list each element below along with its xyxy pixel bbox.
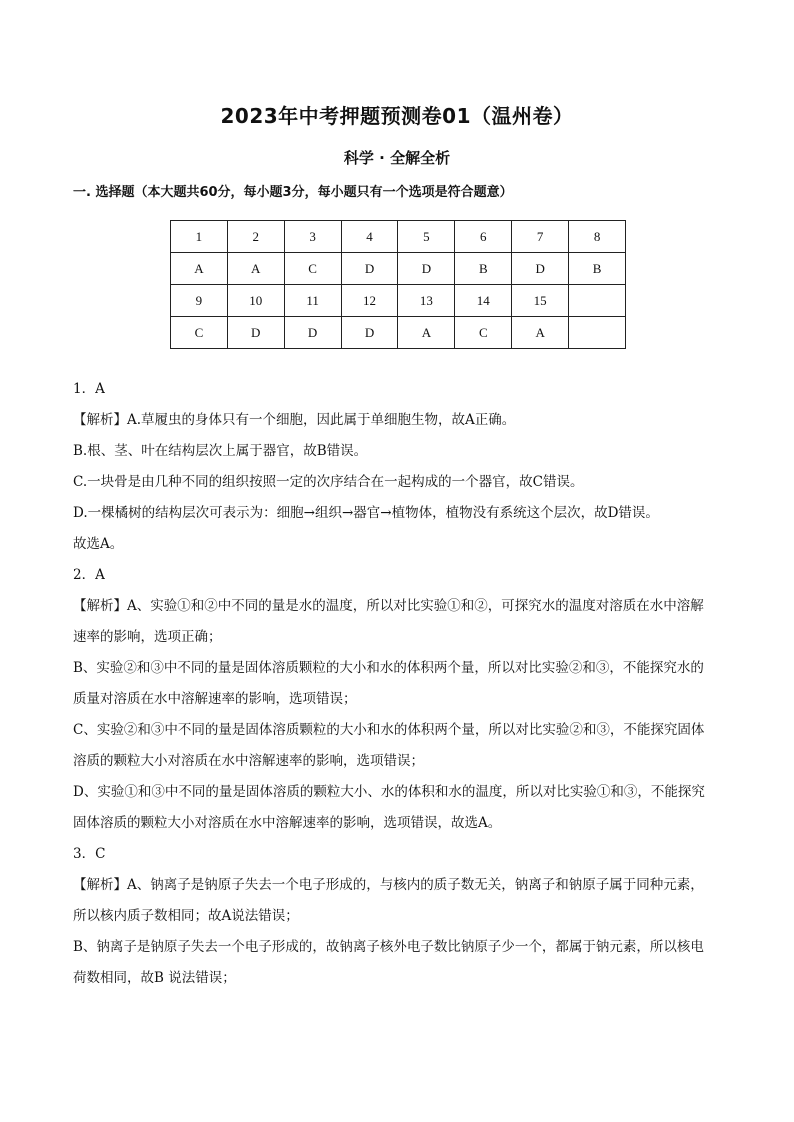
answer-cell: D bbox=[512, 253, 569, 285]
answer-cell: A bbox=[398, 317, 455, 349]
explanation-content bbox=[73, 374, 733, 994]
answer-cell: C bbox=[171, 317, 228, 349]
explanation-line: C、实验②和③中不同的量是固体溶质颗粒的大小和水的体积两个量，所以对比实验②和③，不能探究固体 bbox=[73, 722, 705, 738]
explanation-line: D.一棵橘树的结构层次可表示为：细胞→组织→器官→植物体，植物没有系统这个层次，故D错误。 bbox=[73, 505, 659, 521]
question-number-cell: 15 bbox=[512, 285, 569, 317]
question-number-cell: 12 bbox=[341, 285, 398, 317]
question-answer-line: 3．C bbox=[73, 846, 106, 862]
explanation-line: D、实验①和③中不同的量是固体溶质的颗粒大小、水的体积和水的温度，所以对比实验①和③，不能探究 bbox=[73, 784, 705, 800]
explanation-line: 溶质的颗粒大小对溶质在水中溶解速率的影响，选项错误； bbox=[73, 753, 424, 769]
answer-cell: D bbox=[341, 317, 398, 349]
explanation-line: 所以核内质子数相同；故A说法错误； bbox=[73, 908, 299, 924]
page-title: 2023年中考押题预测卷01（温州卷） bbox=[220, 104, 574, 128]
question-number-cell bbox=[569, 285, 626, 317]
question-number-cell: 3 bbox=[284, 221, 341, 253]
answer-table bbox=[170, 220, 626, 349]
question-answer-line: 2．A bbox=[73, 567, 105, 583]
explanation-line: 固体溶质的颗粒大小对溶质在水中溶解速率的影响，选项错误，故选A。 bbox=[73, 815, 502, 831]
explanation-line: B、实验②和③中不同的量是固体溶质颗粒的大小和水的体积两个量，所以对比实验②和③，不能探究水的 bbox=[73, 660, 704, 676]
answer-table-row bbox=[171, 253, 626, 285]
question-number-cell: 13 bbox=[398, 285, 455, 317]
question-number-cell: 6 bbox=[455, 221, 512, 253]
answer-table-row bbox=[171, 285, 626, 317]
answer-cell: A bbox=[171, 253, 228, 285]
question-number-cell: 1 bbox=[171, 221, 228, 253]
question-number-cell: 2 bbox=[227, 221, 284, 253]
explanation-line: C.一块骨是由几种不同的组织按照一定的次序结合在一起构成的一个器官，故C错误。 bbox=[73, 474, 584, 490]
answer-table-row bbox=[171, 221, 626, 253]
explanation-line: 【解析】A.草履虫的身体只有一个细胞，因此属于单细胞生物，故A正确。 bbox=[73, 412, 516, 428]
answer-cell bbox=[569, 317, 626, 349]
answer-cell: C bbox=[284, 253, 341, 285]
explanation-line: 荷数相同，故B 说法错误； bbox=[73, 970, 236, 986]
question-number-cell: 9 bbox=[171, 285, 228, 317]
question-number-cell: 11 bbox=[284, 285, 341, 317]
answer-cell: A bbox=[227, 253, 284, 285]
explanation-line: 【解析】A、钠离子是钠原子失去一个电子形成的，与核内的质子数无关，钠离子和钠原子属于同种元素， bbox=[73, 877, 704, 893]
explanation-line: B.根、茎、叶在结构层次上属于器官，故B错误。 bbox=[73, 443, 368, 459]
question-answer-line: 1．A bbox=[73, 381, 105, 397]
question-number-cell: 4 bbox=[341, 221, 398, 253]
answer-cell: D bbox=[341, 253, 398, 285]
answer-cell: A bbox=[512, 317, 569, 349]
answer-table-row bbox=[171, 317, 626, 349]
answer-cell: D bbox=[284, 317, 341, 349]
answer-cell: B bbox=[455, 253, 512, 285]
explanation-line: 速率的影响，选项正确； bbox=[73, 629, 222, 645]
question-number-cell: 7 bbox=[512, 221, 569, 253]
page-subtitle: 科学 · 全解全析 bbox=[343, 149, 451, 167]
answer-cell: D bbox=[398, 253, 455, 285]
answer-cell: D bbox=[227, 317, 284, 349]
answer-cell: B bbox=[569, 253, 626, 285]
section-heading: 一. 选择题（本大题共60分，每小题3分，每小题只有一个选项是符合题意） bbox=[73, 185, 513, 200]
question-number-cell: 8 bbox=[569, 221, 626, 253]
question-number-cell: 5 bbox=[398, 221, 455, 253]
explanation-line: 质量对溶质在水中溶解速率的影响，选项错误； bbox=[73, 691, 357, 707]
explanation-line: B、钠离子是钠原子失去一个电子形成的，故钠离子核外电子数比钠原子少一个，都属于钠元素，所以核电 bbox=[73, 939, 704, 955]
question-number-cell: 10 bbox=[227, 285, 284, 317]
answer-cell: C bbox=[455, 317, 512, 349]
explanation-line: 【解析】A、实验①和②中不同的量是水的温度，所以对比实验①和②，可探究水的温度对溶质在水中溶解 bbox=[73, 598, 704, 614]
explanation-line: 故选A。 bbox=[73, 536, 124, 552]
question-number-cell: 14 bbox=[455, 285, 512, 317]
